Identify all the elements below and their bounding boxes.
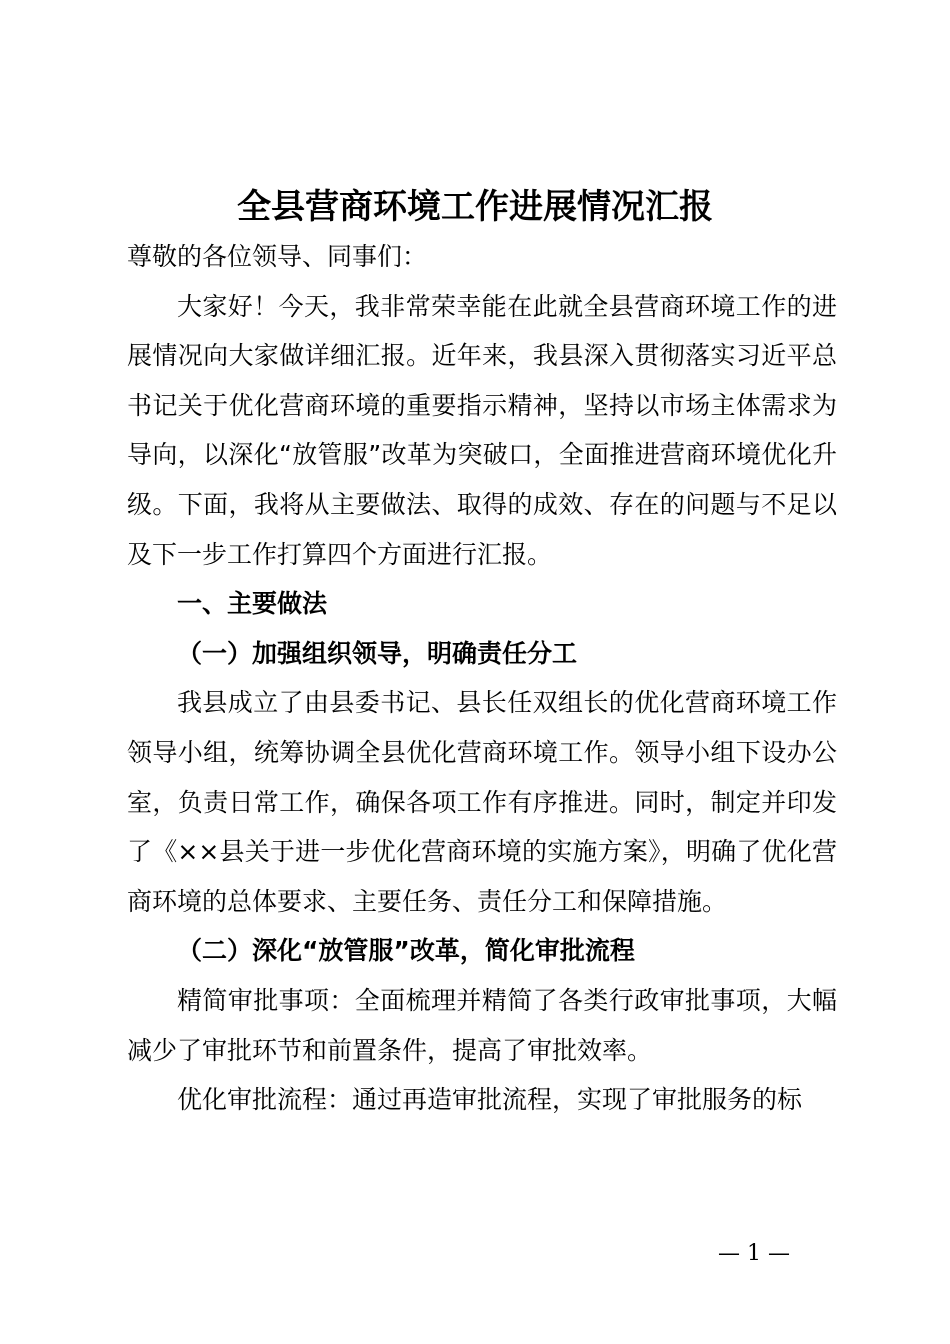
- subheading-organization: （一）加强组织领导，明确责任分工: [177, 638, 578, 668]
- page-number: — 1 —: [718, 1241, 790, 1266]
- document-body: [127, 232, 837, 1125]
- paragraph-streamline-items: 精简审批事项：全面梳理并精简了各类行政审批事项，大幅减少了审批环节和前置条件，提高了审批效率。: [127, 985, 837, 1065]
- paragraph-organization: 我县成立了由县委书记、县长任双组长的优化营商环境工作领导小组，统筹协调全县优化营商环境工作。领导小组下设办公室，负责日常工作，确保各项工作有序推进。同时，制定并印发了《××县关于进一步优化营商环境的实施方案》，明确了优化营商环境的总体要求、主要任务、责任分工和保障措施。: [127, 688, 837, 916]
- subheading-reform: （二）深化“放管服”改革，简化审批流程: [177, 936, 635, 966]
- salutation: 尊敬的各位领导、同事们：: [127, 242, 428, 271]
- intro-paragraph: 大家好！今天，我非常荣幸能在此就全县营商环境工作的进展情况向大家做详细汇报。近年来，我县深入贯彻落实习近平总书记关于优化营商环境的重要指示精神，坚持以市场主体需求为导向，以深化“放管服”改革为突破口，全面推进营商环境优化升级。下面，我将从主要做法、取得的成效、存在的问题与不足以及下一步工作打算四个方面进行汇报。: [127, 291, 837, 569]
- paragraph-optimize-process: 优化审批流程：通过再造审批流程，实现了审批服务的标: [177, 1085, 803, 1115]
- document-title: 全县营商环境工作进展情况汇报: [237, 187, 713, 227]
- section-heading-main-practices: 一、主要做法: [177, 589, 328, 619]
